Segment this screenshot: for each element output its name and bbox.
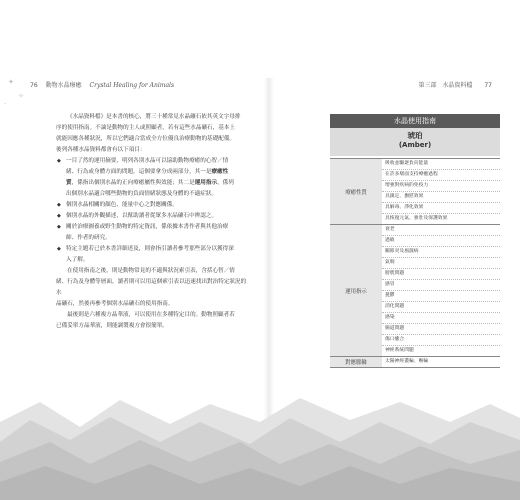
right-page-number: 77 xyxy=(484,82,492,89)
table-item: 感染 xyxy=(382,313,500,324)
intro-line: 就能因應各種狀況，所以它們適合當成全方位優良治療動物的基礎配備。 xyxy=(56,136,236,142)
table-item: 具鎮定、撫慰效果 xyxy=(382,192,500,203)
table-item: 感冒 xyxy=(382,280,500,291)
bullet-item: ◆ 關於治療圖養或野生動物的特定資訊，係依據本書作者與其他治療 師、作者的研究。 xyxy=(57,224,229,241)
section-label: 水晶資料檔 xyxy=(442,82,473,89)
guide-table xyxy=(330,158,500,368)
table-item: 太陽神經叢輪、喉輪 xyxy=(385,359,429,364)
left-page-header xyxy=(30,80,174,89)
category-cell: 療癒性質 xyxy=(330,159,382,224)
table-item: 增強對疾病的免疫力 xyxy=(382,181,500,192)
sparkle-decoration: · xyxy=(4,100,7,108)
intro-line: 序的使用指南。不論是動物的主人或照顧者，若有這些水晶礦石，基本上 xyxy=(56,125,236,131)
left-page-body xyxy=(56,112,251,332)
table-item: 關節炎及風濕病 xyxy=(382,247,500,258)
table-item: 憂鬱 xyxy=(382,291,500,302)
bullet-item: ◆ 一目了然的運用摘要，明列各別水晶可以協助動物療癒的心智／情 緒、行為或身體方面的問題。這個要拿分成兩部分，其一是療癒性 質，係指出個別水晶的正向療癒屬性與效能；其二是運用指示，係列 出個別水晶適合哪些動物的負面情緒狀態及身體的不適症狀。 xyxy=(57,158,234,197)
table-item: 在許多層面支持療癒過程 xyxy=(382,170,500,181)
book-title-en: Crystal Healing for Animals xyxy=(89,82,175,89)
bullet-diamond-icon: ◆ xyxy=(57,224,61,230)
sparkle-decoration: ✦ xyxy=(8,78,14,86)
table-row-group xyxy=(330,356,500,368)
stone-name: 琥珀 xyxy=(407,131,423,140)
category-cell: 對應脈輪 xyxy=(330,357,382,367)
table-row-group xyxy=(330,158,500,224)
mountain-decoration xyxy=(0,392,520,500)
table-row-group xyxy=(330,224,500,356)
table-item: 氣喘 xyxy=(382,258,500,269)
bullet-diamond-icon: ◆ xyxy=(57,213,61,219)
table-item: 具解毒、淨化效果 xyxy=(382,203,500,214)
bullet-diamond-icon: ◆ xyxy=(57,246,61,252)
table-item: 過敏 xyxy=(382,236,500,247)
table-item: 膀胱問題 xyxy=(382,269,500,280)
table-title: 水晶使用指南 xyxy=(330,114,500,128)
stone-name-en: (Amber) xyxy=(398,141,432,149)
bullet-diamond-icon: ◆ xyxy=(57,202,61,208)
closing-line: 最後則是六種複方晶華液，可以使用在多種特定目的。動物照顧者若 xyxy=(67,312,235,318)
intro-line: 後列各種水晶資料都會有以下項目： xyxy=(56,147,146,153)
closing-line: 緒、行為及身體等層面，讀者則可以用這個索引表以迅速找出對治特定狀況的水 xyxy=(56,279,247,296)
closing-line: 已備妥單方晶華液，則能調製複方會很簡單。 xyxy=(56,323,168,329)
table-item: 衰老 xyxy=(382,225,500,236)
table-item: 傷口癒合 xyxy=(382,335,500,346)
bullet-item: ◆ 特定主題若已於本書詳細述及，則會指引讀者參考那些部分以獲得深 入了解。 xyxy=(57,246,234,263)
table-item: 腸道問題 xyxy=(382,324,500,335)
bullet-item: ◆ 個別水晶的外觀描述，以幫助讀者從眾多水晶礦石中辨認之。 xyxy=(56,211,251,222)
bullet-diamond-icon: ◆ xyxy=(57,158,61,164)
right-page-header xyxy=(418,80,492,89)
closing-line: 晶礦石，然後再參考個別水晶礦石的使用指南。 xyxy=(56,301,174,307)
table-item: 具恢復元氣、強壯及保護效果 xyxy=(385,216,448,221)
intro-line: 《水晶資料檔》是本書的核心，將三十種常見水晶礦石依其英文字母排 xyxy=(67,114,241,120)
category-cell: 運用指示 xyxy=(330,225,382,356)
closing-line: 在使用指南之後，則是動物常見的不適與狀況索引表，含括心智／情 xyxy=(67,268,235,274)
chapter-label: 第三部 xyxy=(418,82,437,89)
stone-header xyxy=(330,128,500,156)
sparkle-decoration: ✧ xyxy=(18,92,24,100)
left-page-number: 76 xyxy=(30,82,38,89)
table-item: 神經系統問題 xyxy=(385,348,414,353)
book-title: 動物水晶療癒 xyxy=(45,82,82,89)
bullet-item: ◆ 個別水晶相關的顏色、能量中心之對應關係。 xyxy=(56,200,251,211)
table-item: 消化問題 xyxy=(382,302,500,313)
bullet-list xyxy=(56,156,251,266)
table-item: 吸收並驅逐負向能量 xyxy=(382,159,500,170)
